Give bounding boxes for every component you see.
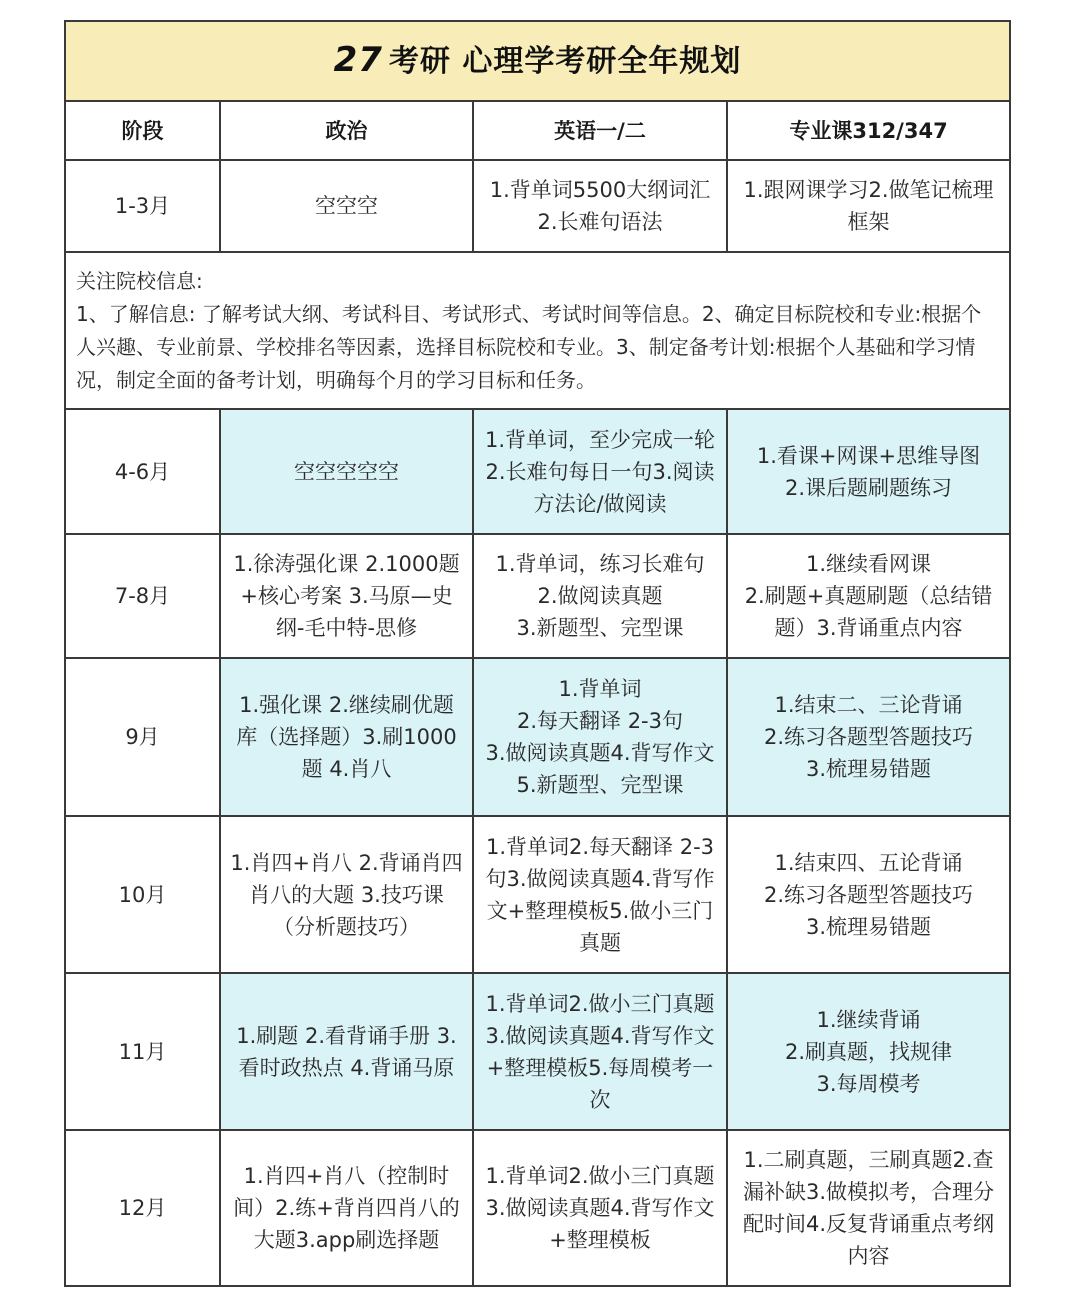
politics-cell: 空空空空空 (220, 409, 473, 534)
title-row (65, 21, 1010, 101)
stage-cell: 1-3月 (65, 160, 220, 252)
header-english: 英语一/二 (473, 101, 727, 160)
header-politics: 政治 (220, 101, 473, 160)
school-info-note: 关注院校信息: 1、了解信息: 了解考试大纲、考试科目、考试形式、考试时间等信息。2、确定目标院校和专业:根据个人兴趣、专业前景、学校排名等因素，选择目标院校和专业。3、制定备考计划:根据个人基础和学习情况，制定全面的备考计划，明确每个月的学习目标和任务。 (65, 252, 1010, 409)
stage-cell: 11月 (65, 973, 220, 1130)
major-cell: 1.二刷真题，三刷真题2.查漏补缺3.做模拟考，合理分配时间4.反复背诵重点考纲内容 (727, 1130, 1010, 1286)
english-cell: 1.背单词2.做小三门真题3.做阅读真题4.背写作文+整理模板5.每周模考一次 (473, 973, 727, 1130)
stage-cell: 9月 (65, 658, 220, 816)
english-cell: 1.背单词，练习长难句 2.做阅读真题 3.新题型、完型课 (473, 534, 727, 658)
major-cell: 1.看课+网课+思维导图 2.课后题刷题练习 (727, 409, 1010, 534)
header-stage: 阶段 (65, 101, 220, 160)
politics-cell: 空空空 (220, 160, 473, 252)
header-major: 专业课312/347 (727, 101, 1010, 160)
politics-cell: 1.肖四+肖八（控制时间）2.练+背肖四肖八的大题3.app刷选择题 (220, 1130, 473, 1286)
table-row (65, 658, 1010, 816)
table-row (65, 409, 1010, 534)
table-row (65, 1130, 1010, 1286)
english-cell: 1.背单词2.每天翻译 2-3句3.做阅读真题4.背写作文+整理模板5.做小三门真题 (473, 816, 727, 973)
english-cell: 1.背单词，至少完成一轮2.长难句每日一句3.阅读方法论/做阅读 (473, 409, 727, 534)
stage-cell: 12月 (65, 1130, 220, 1286)
english-cell: 1.背单词2.做小三门真题3.做阅读真题4.背写作文+整理模板 (473, 1130, 727, 1286)
major-cell: 1.结束四、五论背诵 2.练习各题型答题技巧 3.梳理易错题 (727, 816, 1010, 973)
stage-cell: 4-6月 (65, 409, 220, 534)
politics-cell: 1.肖四+肖八 2.背诵肖四肖八的大题 3.技巧课（分析题技巧） (220, 816, 473, 973)
info-row (65, 252, 1010, 409)
table-row (65, 160, 1010, 252)
stage-cell: 10月 (65, 816, 220, 973)
stage-cell: 7-8月 (65, 534, 220, 658)
title-number: 27 (333, 40, 383, 80)
major-cell: 1.跟网课学习2.做笔记梳理框架 (727, 160, 1010, 252)
politics-cell: 1.徐涛强化课 2.1000题+核心考案 3.马原—史纲-毛中特-思修 (220, 534, 473, 658)
table-row (65, 534, 1010, 658)
major-cell: 1.继续看网课 2.刷题+真题刷题（总结错题）3.背诵重点内容 (727, 534, 1010, 658)
politics-cell: 1.刷题 2.看背诵手册 3.看时政热点 4.背诵马原 (220, 973, 473, 1130)
politics-cell: 1.强化课 2.继续刷优题库（选择题）3.刷1000题 4.肖八 (220, 658, 473, 816)
header-row (65, 101, 1010, 160)
major-cell: 1.结束二、三论背诵 2.练习各题型答题技巧 3.梳理易错题 (727, 658, 1010, 816)
major-cell: 1.继续背诵 2.刷真题，找规律 3.每周模考 (727, 973, 1010, 1130)
stage-rows (65, 409, 1010, 1286)
plan-table (64, 20, 1011, 1287)
table-row (65, 973, 1010, 1130)
table-row (65, 816, 1010, 973)
english-cell: 1.背单词5500大纲词汇 2.长难句语法 (473, 160, 727, 252)
page-title (65, 21, 1010, 101)
title-text: 考研 心理学考研全年规划 (388, 44, 742, 79)
english-cell: 1.背单词 2.每天翻译 2-3句 3.做阅读真题4.背写作文5.新题型、完型课 (473, 658, 727, 816)
